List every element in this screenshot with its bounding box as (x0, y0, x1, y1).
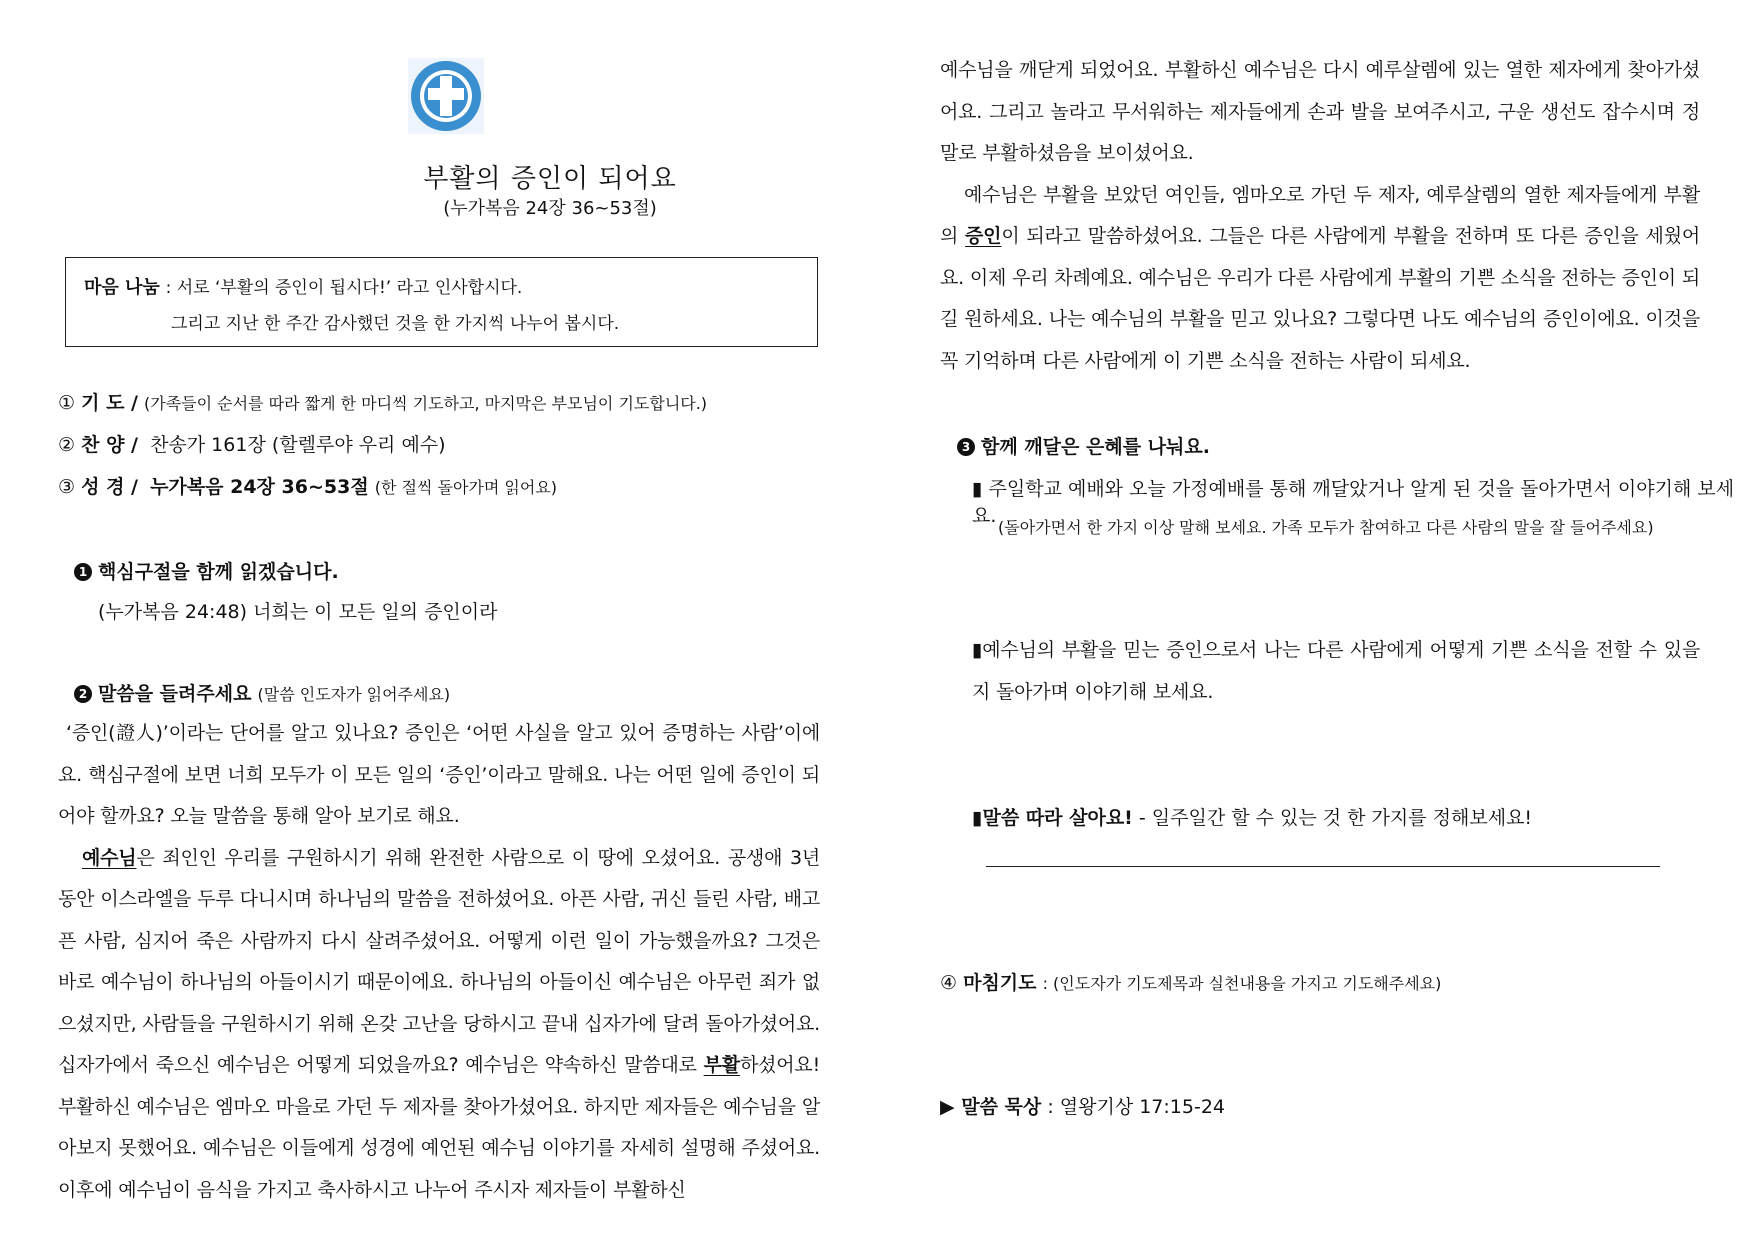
bullet-1-icon: 1 (74, 563, 92, 581)
bullet-3-icon: 3 (957, 438, 975, 456)
meditation: ▶ 말씀 묵상 : 열왕기상 17:15-24 (940, 1096, 1225, 1118)
answer-line (986, 866, 1660, 867)
section-1-title: 1 핵심구절을 함께 읽겠습니다. (74, 557, 339, 584)
share-line-2: 그리고 지난 한 주간 감사했던 것을 한 가지씩 나누어 봅시다. (171, 314, 620, 334)
church-logo (408, 58, 484, 134)
message-para-1: ‘증인(證人)’이라는 단어를 알고 있나요? 증인은 ‘어떤 사실을 알고 있어 증명하는 사람’이에요. 핵심구절에 보면 너희 모두가 이 모든 일의 ‘증인’이라고 말해요. 나는 어떤 일에 증인이 되어야 할까요? 오늘 말씀을 통해 알아 보기로 해요. (58, 722, 820, 827)
key-verse: (누가복음 24:48) 너희는 이 모든 일의 증인이라 (98, 601, 498, 623)
closing-prayer: ④ 마침기도 : (인도자가 기도제목과 실천내용을 가지고 기도해주세요) (940, 972, 1442, 994)
order-hymn: ② 찬 양 / 찬송가 161장 (할렐루야 우리 예수) (58, 434, 446, 456)
message-para-2: 예수님은 죄인인 우리를 구원하시기 위해 완전한 사람으로 이 땅에 오셨어요. 공생애 3년 동안 이스라엘을 두루 다니시며 하나님의 말씀을 전하셨어요. 아픈 사람, 귀신 들린 사람, 배고픈 사람, 심지어 죽은 사람까지 다시 살려주셨어요. 어떻게 이런 일이 가능했을까요? 그것은 바로 예수님이 하나님의 아들이시기 때문이에요. 하나님의 아들이신 예수님은 아무런 죄가 없으셨지만, 사람들을 구원하시기 위해 온갖 고난을 당하시고 끝내 십자가에 달려 돌아가셨어요. 십자가에서 죽으신 예수님은 어떻게 되었을까요? 예수님은 약속하신 말씀대로 부활하셨어요! 부활하신 예수님은 엠마오 마을로 가던 두 제자를 찾아가셨어요. 하지만 제자들은 예수님을 알아보지 못했어요. 예수님은 이들에게 성경에 예언된 예수님 이야기를 자세히 설명해 주셨어요. 이후에 예수님이 음식을 가지고 축사하시고 나누어 주시자 제자들이 부활하신 (58, 846, 820, 1201)
cross-logo-icon (408, 58, 484, 134)
page-title: 부활의 증인이 되어요 (423, 164, 677, 194)
message-left (58, 713, 820, 1211)
order-scripture: ③ 성 경 / 누가복음 24장 36~53절 (한 절씩 돌아가며 읽어요) (58, 476, 558, 498)
question-2: ▮예수님의 부활을 믿는 증인으로서 나는 다른 사람에게 어떻게 기쁜 소식을 전할 수 있을지 돌아가며 이야기해 보세요. (972, 639, 1700, 703)
share-line-1: : 서로 ‘부활의 증인이 됩시다!’ 라고 인사합시다. (165, 278, 523, 298)
share-box (65, 257, 818, 347)
bullet-2-icon: 2 (74, 685, 92, 703)
question-1-note: (돌아가면서 한 가지 이상 말해 보세요. 가족 모두가 참여하고 다른 사람의 말을 잘 들어주세요) (998, 518, 1654, 537)
section-3-title: 3 함께 깨달은 은혜를 나눠요. (957, 432, 1210, 459)
question-1: ▮ 주일학교 예배와 오늘 가정예배를 통해 깨달았거나 알게 된 것을 돌아가면서 이야기해 보세요. (972, 478, 1735, 527)
message-para-4: 예수님은 부활을 보았던 여인들, 엠마오로 가던 두 제자, 예루살렘의 열한 제자들에게 부활의 증인이 되라고 말씀하셨어요. 그들은 다른 사람에게 부활을 전하며 또 다른 증인을 세웠어요. 이제 우리 차례예요. 예수님은 우리가 다른 사람에게 부활의 기쁜 소식을 전하는 증인이 되길 원하세요. 나는 예수님의 부활을 믿고 있나요? 그렇다면 나도 예수님의 증인이에요. 이것을 꼭 기억하며 다른 사람에게 이 기쁜 소식을 전하는 사람이 되세요. (940, 183, 1700, 372)
scripture-reference: (누가복음 24장 36~53절) (443, 198, 657, 219)
question-3: ▮말씀 따라 살아요! - 일주일간 할 수 있는 것 한 가지를 정해보세요! (972, 807, 1533, 829)
message-right (940, 50, 1700, 382)
section-2-title: 2 말씀을 들려주세요 (말씀 인도자가 읽어주세요) (74, 679, 450, 706)
message-para-3: 예수님을 깨닫게 되었어요. 부활하신 예수님은 다시 예루살렘에 있는 열한 제자에게 찾아가셨어요. 그리고 놀라고 무서워하는 제자들에게 손과 발을 보여주시고, 구운 생선도 잡수시며 정말로 부활하셨음을 보이셨어요. (940, 59, 1700, 164)
share-label: 마음 나눔 (84, 277, 160, 298)
order-prayer: ① 기 도 / (가족들이 순서를 따라 짧게 한 마디씩 기도하고, 마지막은 부모님이 기도합니다.) (58, 392, 708, 414)
